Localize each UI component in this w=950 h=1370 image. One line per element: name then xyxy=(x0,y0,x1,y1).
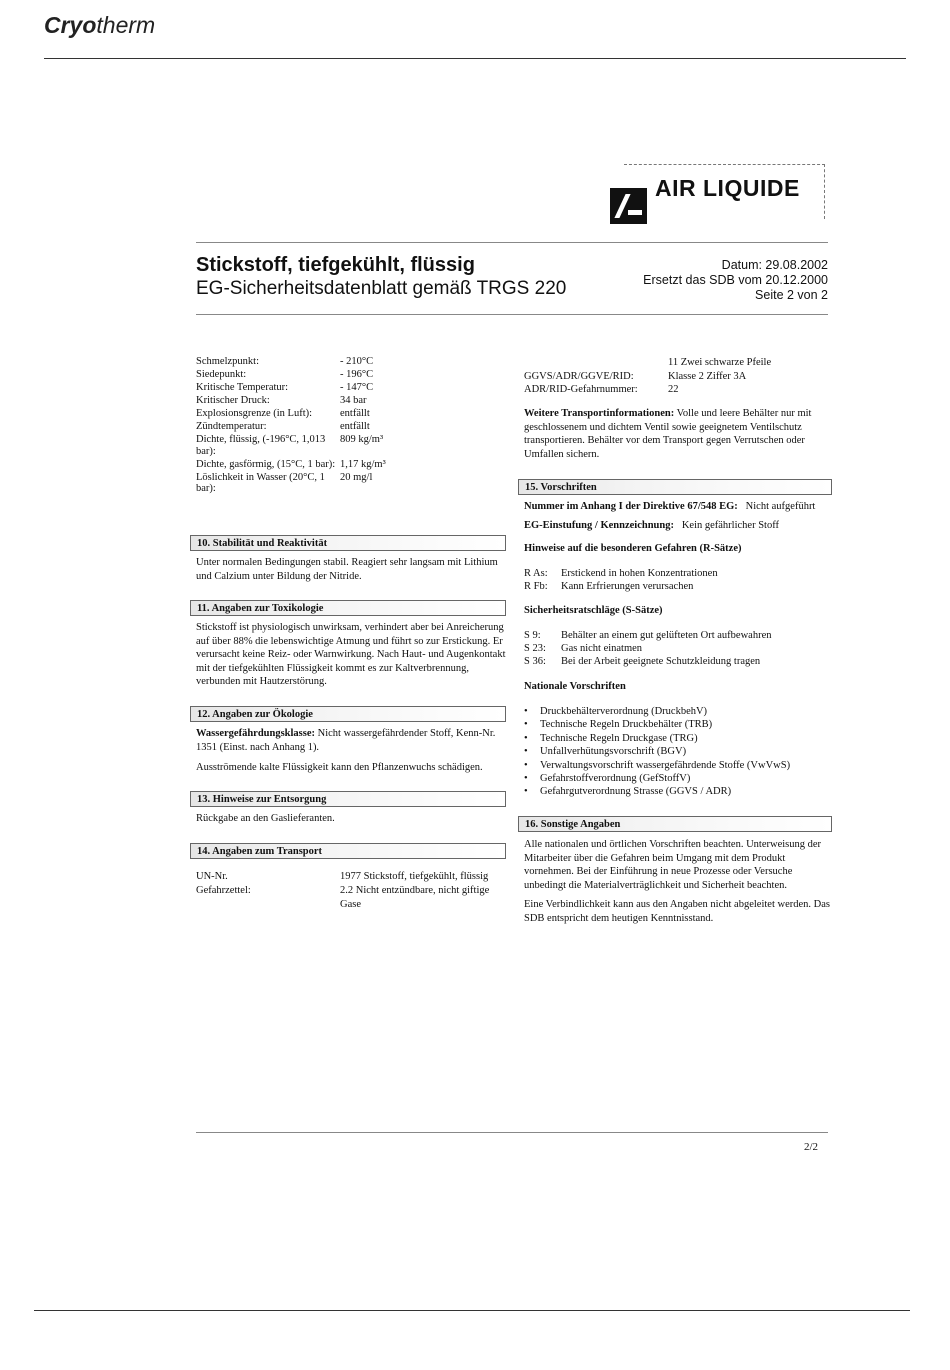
page-number: 2/2 xyxy=(804,1141,819,1153)
brand-logo: Cryotherm xyxy=(44,12,156,38)
footer-rule xyxy=(196,1132,828,1133)
r-phrase-2-key: R Fb: xyxy=(524,581,548,592)
table-row: Löslichkeit in Wasser (20°C, 1 bar): 20 mg/l xyxy=(196,471,373,494)
hazard-label-value: 2.2 Nicht entzündbare, nicht giftige Gase xyxy=(340,885,490,910)
transport-info-text: Volle und leere Behälter nur mit geschlossenem und dichtem Ventil sowie geeignetem Ventilschutz transportieren. Behälter vor dem Transport gegen Verrutschen oder Umfallen sichern. xyxy=(524,408,812,460)
table-row: Zündtemperatur: entfällt xyxy=(196,421,370,432)
doc-date: Datum: 29.08.2002 xyxy=(721,258,828,272)
page-title: Stickstoff, tiefgekühlt, flüssig xyxy=(196,254,475,276)
classification-line xyxy=(524,519,834,533)
table-row: Siedepunkt: - 196°C xyxy=(196,369,374,380)
section-14-heading: 14. Angaben zum Transport xyxy=(190,843,506,859)
s-phrases-heading: Sicherheitsratschläge (S-Sätze) xyxy=(524,605,663,616)
section-11-heading: 11. Angaben zur Toxikologie xyxy=(190,600,506,616)
logo-text: AIR LIQUIDE xyxy=(655,175,800,201)
doc-replaces: Ersetzt das SDB vom 20.12.2000 xyxy=(643,273,828,287)
table-row: Dichte, flüssig, (-196°C, 1,013 bar): 809 kg/m³ xyxy=(196,434,384,457)
wgk-label: Wassergefährdungsklasse: xyxy=(196,728,316,739)
list-item: • Unfallverhütungsvorschrift (BGV) xyxy=(524,745,834,758)
table-row: Kritischer Druck: 34 bar xyxy=(196,395,367,406)
list-item: • Technische Regeln Druckbehälter (TRB) xyxy=(524,718,834,731)
wgk-value: Nicht wassergefährdender Stoff, Kenn-Nr. 1351 (Einst. nach Anhang 1). xyxy=(196,728,496,753)
title-rule-top xyxy=(196,242,828,243)
section-12-text: Ausströmende kalte Flüssigkeit kann den Pflanzenwuchs schädigen. xyxy=(196,762,483,773)
s-phrase-1-key: S 9: xyxy=(524,630,541,641)
classification-label: EG-Einstufung / Kennzeichnung: xyxy=(524,520,674,531)
transport-info xyxy=(524,407,830,461)
r-phrase-1-key: R As: xyxy=(524,568,548,579)
un-number-value: 1977 Stickstoff, tiefgekühlt, flüssig xyxy=(340,871,489,882)
annex-value: Nicht aufgeführt xyxy=(745,501,816,512)
national-regulations-heading: Nationale Vorschriften xyxy=(524,681,626,692)
r-phrase-1-text: Erstickend in hohen Konzentrationen xyxy=(561,568,718,579)
annex-line xyxy=(524,500,834,514)
list-item: • Gefahrgutverordnung Strasse (GGVS / ADR) xyxy=(524,785,834,798)
s-phrase-2-key: S 23: xyxy=(524,643,546,654)
section-13-heading: 13. Hinweise zur Entsorgung xyxy=(190,791,506,807)
list-item: • Gefahrstoffverordnung (GefStoffV) xyxy=(524,772,834,785)
doc-page: Seite 2 von 2 xyxy=(755,288,828,302)
header-rule xyxy=(44,58,906,59)
page-subtitle: EG-Sicherheitsdatenblatt gemäß TRGS 220 xyxy=(196,278,567,299)
adr-label: ADR/RID-Gefahrnummer: xyxy=(524,384,638,395)
table-row: Kritische Temperatur: - 147°C xyxy=(196,382,374,393)
section-13-text: Rückgabe an den Gaslieferanten. xyxy=(196,813,335,824)
table-row: Schmelzpunkt: - 210°C xyxy=(196,356,374,367)
classification-value: Kein gefährlicher Stoff xyxy=(681,520,780,531)
section-16-text-2: Eine Verbindlichkeit kann aus den Angaben nicht abgeleitet werden. Das SDB entspricht dem heutigen Kenntnisstand. xyxy=(524,899,830,924)
properties-table xyxy=(196,356,506,496)
page-bottom-rule xyxy=(34,1310,910,1311)
s-phrase-2-text: Gas nicht einatmen xyxy=(561,643,643,654)
hazard-label-label: Gefahrzettel: xyxy=(196,885,251,896)
hazard-label-extra: 11 Zwei schwarze Pfeile xyxy=(668,357,772,368)
r-phrases-heading: Hinweise auf die besonderen Gefahren (R-Sätze) xyxy=(524,543,742,554)
section-15-heading: 15. Vorschriften xyxy=(518,479,832,495)
air-liquide-logo-mark-icon xyxy=(610,188,647,224)
section-16-heading: 16. Sonstige Angaben xyxy=(518,816,832,832)
section-10-text: Unter normalen Bedingungen stabil. Reagiert sehr langsam mit Lithium und Calzium unter Bildung der Nitride. xyxy=(196,557,498,582)
list-item: • Verwaltungsvorschrift wassergefährdende Stoffe (VwVwS) xyxy=(524,759,834,772)
r-phrase-2-text: Kann Erfrierungen verursachen xyxy=(561,581,694,592)
national-regulations-list xyxy=(524,705,834,799)
ggvs-value: Klasse 2 Ziffer 3A xyxy=(668,371,747,382)
section-12-heading: 12. Angaben zur Ökologie xyxy=(190,706,506,722)
section-16-text-1: Alle nationalen und örtlichen Vorschriften beachten. Unterweisung der Mitarbeiter über die Gefahren beim Umgang mit dem Produkt vornehmen. Bei der Einführung in neue Prozesse oder Versuche unbedingt die Materialverträglichkeit und Sicherheit beachten. xyxy=(524,839,822,891)
s-phrase-1-text: Behälter an einem gut gelüfteten Ort aufbewahren xyxy=(561,630,772,641)
annex-label: Nummer im Anhang I der Direktive 67/548 EG: xyxy=(524,501,738,512)
transport-info-label: Weitere Transportinformationen: xyxy=(524,408,675,419)
adr-value: 22 xyxy=(668,384,679,395)
table-row: Explosionsgrenze (in Luft): entfällt xyxy=(196,408,370,419)
list-item: • Technische Regeln Druckgase (TRG) xyxy=(524,732,834,745)
section-10-heading: 10. Stabilität und Reaktivität xyxy=(190,535,506,551)
title-rule-bottom xyxy=(196,314,828,315)
table-row: Dichte, gasförmig, (15°C, 1 bar): 1,17 kg/m³ xyxy=(196,458,386,470)
ggvs-label: GGVS/ADR/GGVE/RID: xyxy=(524,371,634,382)
section-12-classification xyxy=(196,727,506,754)
un-number-label: UN-Nr. xyxy=(196,871,228,882)
s-phrase-3-key: S 36: xyxy=(524,656,546,667)
s-phrase-3-text: Bei der Arbeit geeignete Schutzkleidung tragen xyxy=(561,656,761,667)
section-11-text: Stickstoff ist physiologisch unwirksam, verhindert aber bei Anreicherung auf über 88% die lebenswichtige Atmung und führt so zur Erstickung. Er verursacht keine Reiz- oder Warnwirkung. Nach Haut- und Augenkontakt mit der tiefgekühlten Flüssigkeit kommt es zur Kaltverbrennung, verbunden mit Hautzerstörung. xyxy=(196,622,506,687)
list-item: • Druckbehälterverordnung (DruckbehV) xyxy=(524,705,834,718)
